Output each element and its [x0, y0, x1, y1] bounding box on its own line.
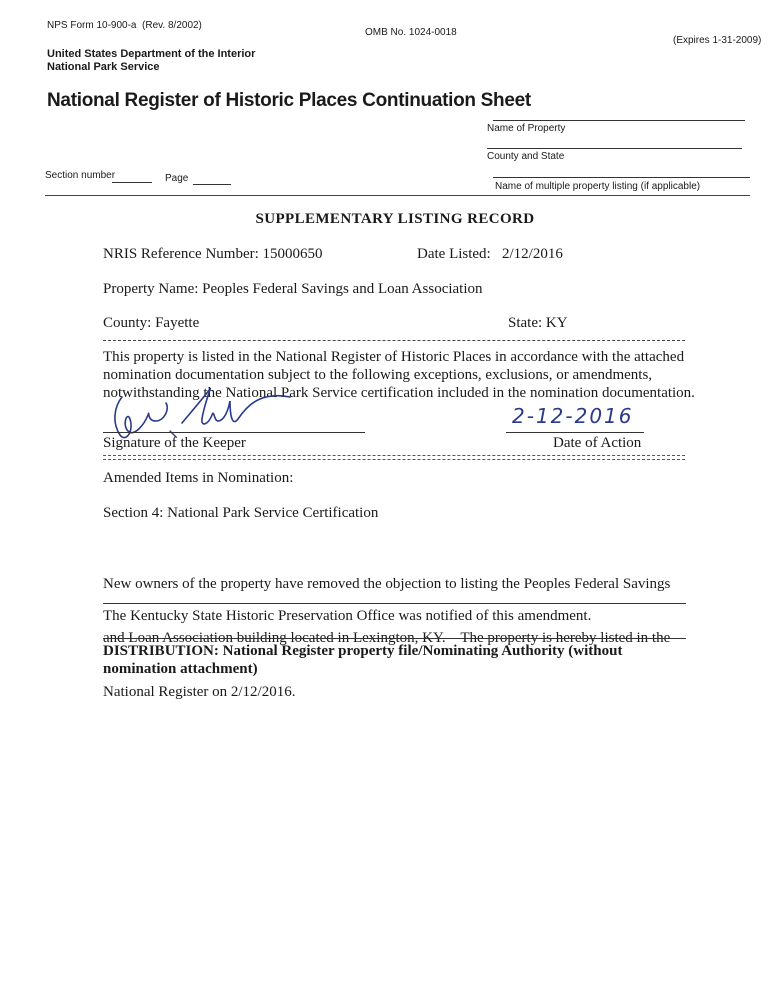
date-listed-value: 2/12/2016 [501, 246, 563, 262]
agency-name: National Park Service [47, 61, 160, 73]
page-label: Page [165, 173, 189, 184]
county-value: Fayette [155, 315, 200, 331]
name-of-property-label: Name of Property [487, 123, 566, 134]
page-number-line [193, 184, 231, 185]
county-and-state-label: County and State [487, 151, 565, 162]
date-listed: Date Listed: 2/12/2016 [417, 246, 563, 262]
amendment-paragraph: New owners of the property have removed the objection to listing the Peoples Federal Savings and Loan Association building located in Lexington, KY. The property is hereby listed in the National Register on 2/12/2016. [103, 576, 671, 700]
handwritten-date: 2-12-2016 [512, 404, 634, 428]
state-value: KY [545, 315, 568, 331]
dashed-divider [103, 340, 685, 341]
date-of-action-line [506, 432, 644, 433]
section-number-label: Section number [45, 170, 116, 181]
expiration-date: (Expires 1-31-2009) [673, 35, 762, 46]
distribution-divider [103, 638, 686, 639]
property-name-value: Peoples Federal Savings and Loan Association [202, 281, 483, 297]
form-number: NPS Form 10-900-a (Rev. 8/2002) [47, 20, 202, 31]
distribution-statement: DISTRIBUTION: National Register property file/Nominating Authority (without nomination attachment) [103, 643, 623, 677]
department-name: United States Department of the Interior [47, 48, 256, 60]
double-dashed-divider [103, 455, 685, 460]
state: State: KY [508, 315, 568, 331]
nris-value: 15000650 [262, 246, 323, 262]
property-name: Property Name: Peoples Federal Savings and Loan Association [103, 281, 483, 297]
amended-items-label: Amended Items in Nomination: [103, 470, 294, 486]
multiple-listing-line [493, 177, 750, 178]
county-state-line [487, 148, 742, 149]
signature-line [103, 432, 365, 433]
section-heading: Section 4: National Park Service Certification [103, 505, 379, 521]
signature-label: Signature of the Keeper [103, 435, 246, 451]
record-heading: SUPPLEMENTARY LISTING RECORD [255, 211, 535, 227]
section-number-line [112, 182, 152, 183]
property-name-line [493, 120, 745, 121]
omb-number: OMB No. 1024-0018 [365, 27, 457, 38]
multiple-listing-label: Name of multiple property listing (if applicable) [495, 181, 701, 192]
notification-divider [103, 603, 686, 604]
county: County: Fayette [103, 315, 200, 331]
form-title: National Register of Historic Places Continuation Sheet [47, 90, 531, 111]
listing-statement: This property is listed in the National Register of Historic Places in accordance with the attached nomination documentation subject to the following exceptions, exclusions, or amendments, notwithstanding the National Park Service certification included in the nomination documentation. [103, 349, 695, 401]
shpo-notification: The Kentucky State Historic Preservation Office was notified of this amendment. [103, 608, 592, 624]
nris-reference: NRIS Reference Number: 15000650 [103, 246, 323, 262]
header-divider [45, 195, 750, 196]
date-of-action-label: Date of Action [553, 435, 642, 451]
